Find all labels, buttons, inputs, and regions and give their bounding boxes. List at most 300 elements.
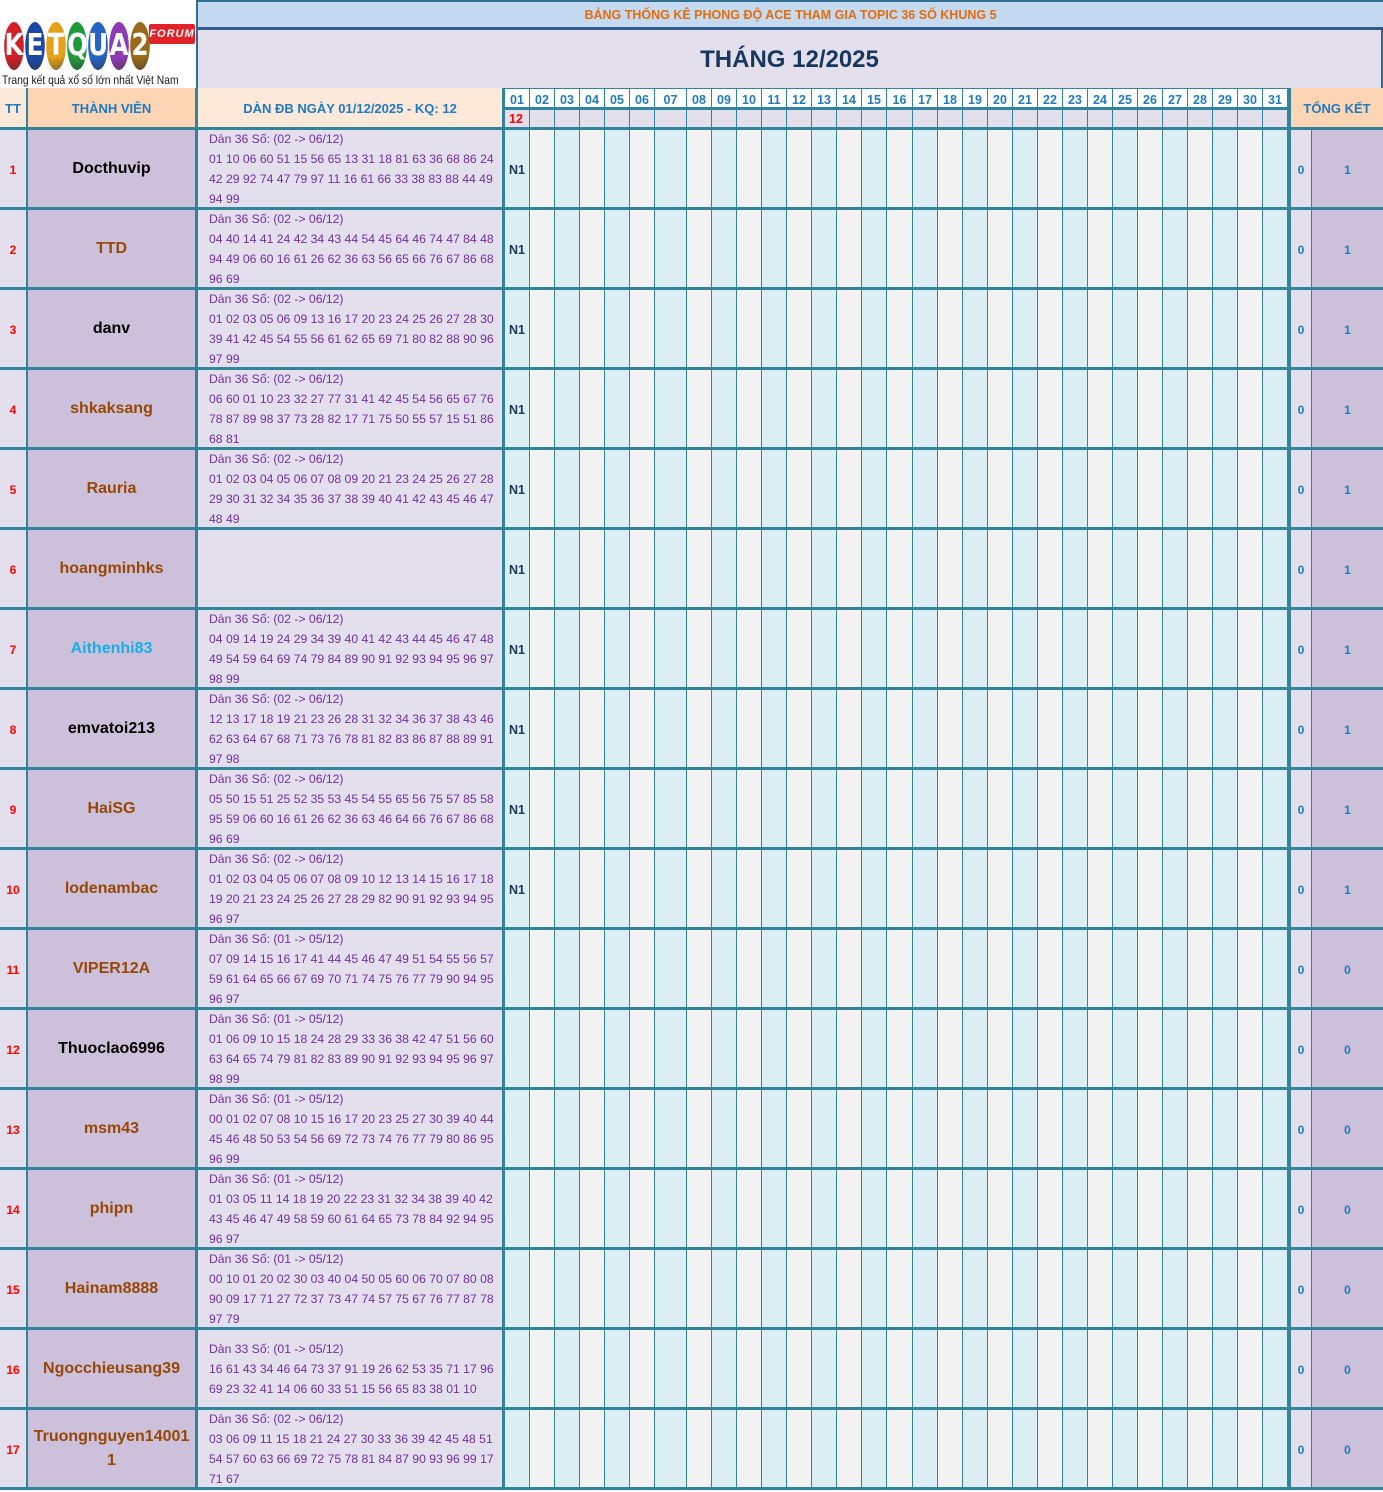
day-cell-03[interactable] [555, 130, 580, 210]
day-cell-12[interactable] [787, 930, 812, 1010]
day-cell-20[interactable] [988, 1410, 1013, 1490]
day-cell-27[interactable] [1163, 610, 1188, 690]
day-cell-10[interactable] [737, 1170, 762, 1250]
day-cell-05[interactable] [605, 1090, 630, 1170]
day-cell-23[interactable] [1063, 930, 1088, 1010]
day-cell-31[interactable] [1263, 690, 1288, 770]
day-cell-31[interactable] [1263, 290, 1288, 370]
day-cell-30[interactable] [1238, 1330, 1263, 1410]
day-cell-28[interactable] [1188, 610, 1213, 690]
day-cell-03[interactable] [555, 530, 580, 610]
day-cell-31[interactable] [1263, 610, 1288, 690]
day-cell-11[interactable] [762, 210, 787, 290]
day-cell-13[interactable] [812, 850, 837, 930]
member-name[interactable]: Aithenhi83 [28, 610, 198, 690]
day-cell-28[interactable] [1188, 1170, 1213, 1250]
day-cell-15[interactable] [862, 450, 887, 530]
day-cell-26[interactable] [1138, 450, 1163, 530]
day-cell-27[interactable] [1163, 1330, 1188, 1410]
day-cell-14[interactable] [837, 370, 862, 450]
day-cell-30[interactable] [1238, 610, 1263, 690]
day-cell-19[interactable] [963, 690, 988, 770]
day-cell-21[interactable] [1013, 770, 1038, 850]
day-cell-20[interactable] [988, 850, 1013, 930]
day-cell-10[interactable] [737, 1090, 762, 1170]
day-cell-10[interactable] [737, 370, 762, 450]
day-cell-24[interactable] [1088, 210, 1113, 290]
day-cell-19[interactable] [963, 130, 988, 210]
day-cell-16[interactable] [887, 1170, 913, 1250]
day-cell-16[interactable] [887, 690, 913, 770]
day-cell-23[interactable] [1063, 690, 1088, 770]
day-cell-03[interactable] [555, 850, 580, 930]
day-cell-01[interactable]: N1 [505, 610, 530, 690]
day-cell-21[interactable] [1013, 130, 1038, 210]
day-cell-02[interactable] [530, 370, 555, 450]
day-cell-04[interactable] [580, 450, 605, 530]
day-cell-11[interactable] [762, 1250, 787, 1330]
day-cell-03[interactable] [555, 1250, 580, 1330]
day-cell-15[interactable] [862, 690, 887, 770]
day-cell-19[interactable] [963, 610, 988, 690]
day-cell-16[interactable] [887, 530, 913, 610]
day-cell-27[interactable] [1163, 850, 1188, 930]
day-cell-15[interactable] [862, 1330, 887, 1410]
day-cell-27[interactable] [1163, 130, 1188, 210]
day-cell-25[interactable] [1113, 1170, 1138, 1250]
day-cell-28[interactable] [1188, 930, 1213, 1010]
day-cell-22[interactable] [1038, 1170, 1063, 1250]
day-cell-21[interactable] [1013, 1090, 1038, 1170]
day-cell-25[interactable] [1113, 1090, 1138, 1170]
day-cell-05[interactable] [605, 1330, 630, 1410]
day-cell-07[interactable] [655, 1330, 687, 1410]
day-cell-13[interactable] [812, 770, 837, 850]
day-cell-25[interactable] [1113, 930, 1138, 1010]
day-cell-07[interactable] [655, 1410, 687, 1490]
day-cell-13[interactable] [812, 1250, 837, 1330]
day-cell-13[interactable] [812, 610, 837, 690]
day-cell-15[interactable] [862, 210, 887, 290]
day-cell-18[interactable] [938, 770, 963, 850]
day-cell-29[interactable] [1213, 1090, 1238, 1170]
day-cell-05[interactable] [605, 530, 630, 610]
day-cell-31[interactable] [1263, 1170, 1288, 1250]
day-cell-30[interactable] [1238, 1250, 1263, 1330]
day-cell-19[interactable] [963, 530, 988, 610]
day-cell-24[interactable] [1088, 1250, 1113, 1330]
day-cell-22[interactable] [1038, 850, 1063, 930]
day-cell-13[interactable] [812, 1010, 837, 1090]
day-cell-10[interactable] [737, 1330, 762, 1410]
day-cell-15[interactable] [862, 770, 887, 850]
day-cell-19[interactable] [963, 1330, 988, 1410]
day-cell-19[interactable] [963, 770, 988, 850]
day-cell-27[interactable] [1163, 1090, 1188, 1170]
day-cell-23[interactable] [1063, 1250, 1088, 1330]
day-cell-23[interactable] [1063, 1090, 1088, 1170]
day-cell-26[interactable] [1138, 530, 1163, 610]
day-cell-25[interactable] [1113, 450, 1138, 530]
day-cell-31[interactable] [1263, 130, 1288, 210]
day-cell-22[interactable] [1038, 1410, 1063, 1490]
day-cell-17[interactable] [913, 210, 938, 290]
day-cell-30[interactable] [1238, 530, 1263, 610]
day-cell-16[interactable] [887, 1090, 913, 1170]
member-name[interactable]: Ngocchieusang39 [28, 1330, 198, 1410]
day-cell-12[interactable] [787, 290, 812, 370]
day-cell-26[interactable] [1138, 1330, 1163, 1410]
day-cell-05[interactable] [605, 770, 630, 850]
day-cell-26[interactable] [1138, 1010, 1163, 1090]
day-cell-26[interactable] [1138, 770, 1163, 850]
day-cell-20[interactable] [988, 1170, 1013, 1250]
day-cell-03[interactable] [555, 210, 580, 290]
day-cell-08[interactable] [687, 930, 712, 1010]
day-cell-22[interactable] [1038, 210, 1063, 290]
member-name[interactable]: HaiSG [28, 770, 198, 850]
day-cell-12[interactable] [787, 850, 812, 930]
day-cell-03[interactable] [555, 770, 580, 850]
day-cell-27[interactable] [1163, 450, 1188, 530]
day-cell-25[interactable] [1113, 530, 1138, 610]
day-cell-28[interactable] [1188, 850, 1213, 930]
day-cell-05[interactable] [605, 610, 630, 690]
day-cell-20[interactable] [988, 770, 1013, 850]
day-cell-14[interactable] [837, 770, 862, 850]
day-cell-29[interactable] [1213, 770, 1238, 850]
member-name[interactable]: Truongnguyen140011 [28, 1410, 198, 1490]
day-cell-24[interactable] [1088, 1330, 1113, 1410]
day-cell-03[interactable] [555, 290, 580, 370]
day-cell-19[interactable] [963, 370, 988, 450]
day-cell-08[interactable] [687, 1170, 712, 1250]
day-cell-08[interactable] [687, 690, 712, 770]
day-cell-10[interactable] [737, 610, 762, 690]
day-cell-01[interactable]: N1 [505, 850, 530, 930]
day-cell-25[interactable] [1113, 210, 1138, 290]
day-cell-25[interactable] [1113, 690, 1138, 770]
day-cell-17[interactable] [913, 530, 938, 610]
day-cell-31[interactable] [1263, 1010, 1288, 1090]
day-cell-28[interactable] [1188, 290, 1213, 370]
day-cell-29[interactable] [1213, 1250, 1238, 1330]
day-cell-04[interactable] [580, 1010, 605, 1090]
day-cell-21[interactable] [1013, 1410, 1038, 1490]
day-cell-30[interactable] [1238, 690, 1263, 770]
day-cell-06[interactable] [630, 850, 655, 930]
day-cell-04[interactable] [580, 530, 605, 610]
day-cell-11[interactable] [762, 1330, 787, 1410]
day-cell-06[interactable] [630, 1330, 655, 1410]
day-cell-20[interactable] [988, 450, 1013, 530]
day-cell-12[interactable] [787, 210, 812, 290]
day-cell-17[interactable] [913, 1010, 938, 1090]
day-cell-19[interactable] [963, 290, 988, 370]
day-cell-27[interactable] [1163, 690, 1188, 770]
day-cell-01[interactable] [505, 1090, 530, 1170]
day-cell-11[interactable] [762, 370, 787, 450]
day-cell-13[interactable] [812, 370, 837, 450]
day-cell-23[interactable] [1063, 210, 1088, 290]
day-cell-16[interactable] [887, 210, 913, 290]
day-cell-18[interactable] [938, 210, 963, 290]
day-cell-30[interactable] [1238, 1010, 1263, 1090]
day-cell-29[interactable] [1213, 850, 1238, 930]
day-cell-31[interactable] [1263, 1250, 1288, 1330]
day-cell-31[interactable] [1263, 530, 1288, 610]
day-cell-02[interactable] [530, 130, 555, 210]
day-cell-09[interactable] [712, 930, 737, 1010]
day-cell-23[interactable] [1063, 130, 1088, 210]
day-cell-10[interactable] [737, 770, 762, 850]
day-cell-07[interactable] [655, 210, 687, 290]
day-cell-04[interactable] [580, 210, 605, 290]
day-cell-30[interactable] [1238, 770, 1263, 850]
member-name[interactable]: msm43 [28, 1090, 198, 1170]
day-cell-24[interactable] [1088, 610, 1113, 690]
day-cell-07[interactable] [655, 1010, 687, 1090]
day-cell-29[interactable] [1213, 290, 1238, 370]
day-cell-21[interactable] [1013, 690, 1038, 770]
day-cell-17[interactable] [913, 690, 938, 770]
day-cell-08[interactable] [687, 450, 712, 530]
day-cell-08[interactable] [687, 530, 712, 610]
day-cell-23[interactable] [1063, 370, 1088, 450]
day-cell-28[interactable] [1188, 1010, 1213, 1090]
day-cell-25[interactable] [1113, 1250, 1138, 1330]
day-cell-10[interactable] [737, 450, 762, 530]
day-cell-14[interactable] [837, 1410, 862, 1490]
day-cell-16[interactable] [887, 290, 913, 370]
day-cell-21[interactable] [1013, 290, 1038, 370]
day-cell-20[interactable] [988, 930, 1013, 1010]
day-cell-28[interactable] [1188, 1090, 1213, 1170]
day-cell-14[interactable] [837, 1170, 862, 1250]
day-cell-28[interactable] [1188, 690, 1213, 770]
day-cell-12[interactable] [787, 1010, 812, 1090]
member-name[interactable]: Thuoclao6996 [28, 1010, 198, 1090]
day-cell-26[interactable] [1138, 1410, 1163, 1490]
day-cell-31[interactable] [1263, 450, 1288, 530]
day-cell-03[interactable] [555, 1090, 580, 1170]
day-cell-13[interactable] [812, 1170, 837, 1250]
day-cell-20[interactable] [988, 690, 1013, 770]
day-cell-14[interactable] [837, 1090, 862, 1170]
day-cell-21[interactable] [1013, 1010, 1038, 1090]
day-cell-08[interactable] [687, 130, 712, 210]
day-cell-14[interactable] [837, 130, 862, 210]
day-cell-30[interactable] [1238, 1170, 1263, 1250]
day-cell-26[interactable] [1138, 210, 1163, 290]
day-cell-09[interactable] [712, 770, 737, 850]
day-cell-14[interactable] [837, 1010, 862, 1090]
day-cell-28[interactable] [1188, 370, 1213, 450]
day-cell-24[interactable] [1088, 770, 1113, 850]
day-cell-20[interactable] [988, 530, 1013, 610]
day-cell-04[interactable] [580, 1330, 605, 1410]
day-cell-03[interactable] [555, 610, 580, 690]
day-cell-31[interactable] [1263, 1330, 1288, 1410]
day-cell-08[interactable] [687, 1090, 712, 1170]
day-cell-24[interactable] [1088, 930, 1113, 1010]
day-cell-15[interactable] [862, 530, 887, 610]
day-cell-22[interactable] [1038, 130, 1063, 210]
day-cell-18[interactable] [938, 1330, 963, 1410]
day-cell-05[interactable] [605, 450, 630, 530]
day-cell-21[interactable] [1013, 210, 1038, 290]
member-name[interactable]: danv [28, 290, 198, 370]
day-cell-09[interactable] [712, 1330, 737, 1410]
day-cell-06[interactable] [630, 530, 655, 610]
day-cell-31[interactable] [1263, 930, 1288, 1010]
day-cell-18[interactable] [938, 690, 963, 770]
day-cell-27[interactable] [1163, 290, 1188, 370]
day-cell-07[interactable] [655, 1170, 687, 1250]
day-cell-09[interactable] [712, 370, 737, 450]
day-cell-19[interactable] [963, 930, 988, 1010]
day-cell-17[interactable] [913, 1410, 938, 1490]
day-cell-02[interactable] [530, 1330, 555, 1410]
day-cell-19[interactable] [963, 1250, 988, 1330]
day-cell-06[interactable] [630, 210, 655, 290]
day-cell-06[interactable] [630, 1410, 655, 1490]
day-cell-13[interactable] [812, 690, 837, 770]
day-cell-17[interactable] [913, 610, 938, 690]
day-cell-02[interactable] [530, 210, 555, 290]
day-cell-09[interactable] [712, 210, 737, 290]
day-cell-10[interactable] [737, 930, 762, 1010]
day-cell-18[interactable] [938, 370, 963, 450]
day-cell-12[interactable] [787, 770, 812, 850]
day-cell-04[interactable] [580, 1410, 605, 1490]
day-cell-30[interactable] [1238, 1410, 1263, 1490]
day-cell-18[interactable] [938, 1090, 963, 1170]
day-cell-25[interactable] [1113, 1010, 1138, 1090]
day-cell-02[interactable] [530, 850, 555, 930]
day-cell-10[interactable] [737, 530, 762, 610]
day-cell-03[interactable] [555, 1330, 580, 1410]
day-cell-21[interactable] [1013, 1250, 1038, 1330]
day-cell-24[interactable] [1088, 450, 1113, 530]
day-cell-04[interactable] [580, 290, 605, 370]
day-cell-17[interactable] [913, 1090, 938, 1170]
day-cell-16[interactable] [887, 1330, 913, 1410]
day-cell-13[interactable] [812, 450, 837, 530]
day-cell-20[interactable] [988, 370, 1013, 450]
day-cell-19[interactable] [963, 1170, 988, 1250]
day-cell-21[interactable] [1013, 930, 1038, 1010]
day-cell-23[interactable] [1063, 530, 1088, 610]
day-cell-27[interactable] [1163, 930, 1188, 1010]
day-cell-06[interactable] [630, 1010, 655, 1090]
day-cell-01[interactable]: N1 [505, 290, 530, 370]
day-cell-26[interactable] [1138, 610, 1163, 690]
day-cell-11[interactable] [762, 850, 787, 930]
member-name[interactable]: emvatoi213 [28, 690, 198, 770]
day-cell-07[interactable] [655, 610, 687, 690]
day-cell-02[interactable] [530, 1010, 555, 1090]
day-cell-20[interactable] [988, 210, 1013, 290]
day-cell-27[interactable] [1163, 370, 1188, 450]
day-cell-10[interactable] [737, 690, 762, 770]
day-cell-10[interactable] [737, 290, 762, 370]
day-cell-29[interactable] [1213, 610, 1238, 690]
day-cell-16[interactable] [887, 130, 913, 210]
day-cell-14[interactable] [837, 850, 862, 930]
day-cell-14[interactable] [837, 610, 862, 690]
day-cell-17[interactable] [913, 1170, 938, 1250]
day-cell-23[interactable] [1063, 450, 1088, 530]
day-cell-09[interactable] [712, 450, 737, 530]
day-cell-30[interactable] [1238, 210, 1263, 290]
day-cell-11[interactable] [762, 770, 787, 850]
day-cell-26[interactable] [1138, 130, 1163, 210]
day-cell-10[interactable] [737, 850, 762, 930]
day-cell-06[interactable] [630, 1170, 655, 1250]
day-cell-09[interactable] [712, 850, 737, 930]
day-cell-08[interactable] [687, 1410, 712, 1490]
day-cell-22[interactable] [1038, 450, 1063, 530]
day-cell-08[interactable] [687, 1330, 712, 1410]
day-cell-18[interactable] [938, 1410, 963, 1490]
day-cell-01[interactable]: N1 [505, 690, 530, 770]
day-cell-04[interactable] [580, 610, 605, 690]
day-cell-16[interactable] [887, 770, 913, 850]
day-cell-27[interactable] [1163, 1010, 1188, 1090]
day-cell-26[interactable] [1138, 930, 1163, 1010]
day-cell-28[interactable] [1188, 530, 1213, 610]
day-cell-24[interactable] [1088, 1010, 1113, 1090]
ketqua2-logo[interactable] [0, 0, 198, 90]
day-cell-18[interactable] [938, 850, 963, 930]
day-cell-23[interactable] [1063, 1330, 1088, 1410]
day-cell-16[interactable] [887, 450, 913, 530]
member-name[interactable]: Hainam8888 [28, 1250, 198, 1330]
day-cell-25[interactable] [1113, 130, 1138, 210]
day-cell-01[interactable] [505, 1410, 530, 1490]
day-cell-07[interactable] [655, 770, 687, 850]
day-cell-11[interactable] [762, 690, 787, 770]
day-cell-12[interactable] [787, 530, 812, 610]
day-cell-20[interactable] [988, 1090, 1013, 1170]
day-cell-12[interactable] [787, 130, 812, 210]
day-cell-06[interactable] [630, 930, 655, 1010]
day-cell-06[interactable] [630, 130, 655, 210]
day-cell-01[interactable] [505, 1010, 530, 1090]
day-cell-29[interactable] [1213, 210, 1238, 290]
day-cell-20[interactable] [988, 1330, 1013, 1410]
day-cell-12[interactable] [787, 1410, 812, 1490]
day-cell-27[interactable] [1163, 1250, 1188, 1330]
day-cell-03[interactable] [555, 450, 580, 530]
day-cell-01[interactable] [505, 1330, 530, 1410]
day-cell-10[interactable] [737, 210, 762, 290]
day-cell-17[interactable] [913, 130, 938, 210]
day-cell-01[interactable]: N1 [505, 770, 530, 850]
day-cell-12[interactable] [787, 370, 812, 450]
day-cell-05[interactable] [605, 850, 630, 930]
day-cell-12[interactable] [787, 1170, 812, 1250]
day-cell-02[interactable] [530, 1250, 555, 1330]
day-cell-18[interactable] [938, 130, 963, 210]
day-cell-04[interactable] [580, 1250, 605, 1330]
day-cell-25[interactable] [1113, 850, 1138, 930]
day-cell-18[interactable] [938, 610, 963, 690]
day-cell-04[interactable] [580, 130, 605, 210]
day-cell-25[interactable] [1113, 1410, 1138, 1490]
day-cell-02[interactable] [530, 930, 555, 1010]
